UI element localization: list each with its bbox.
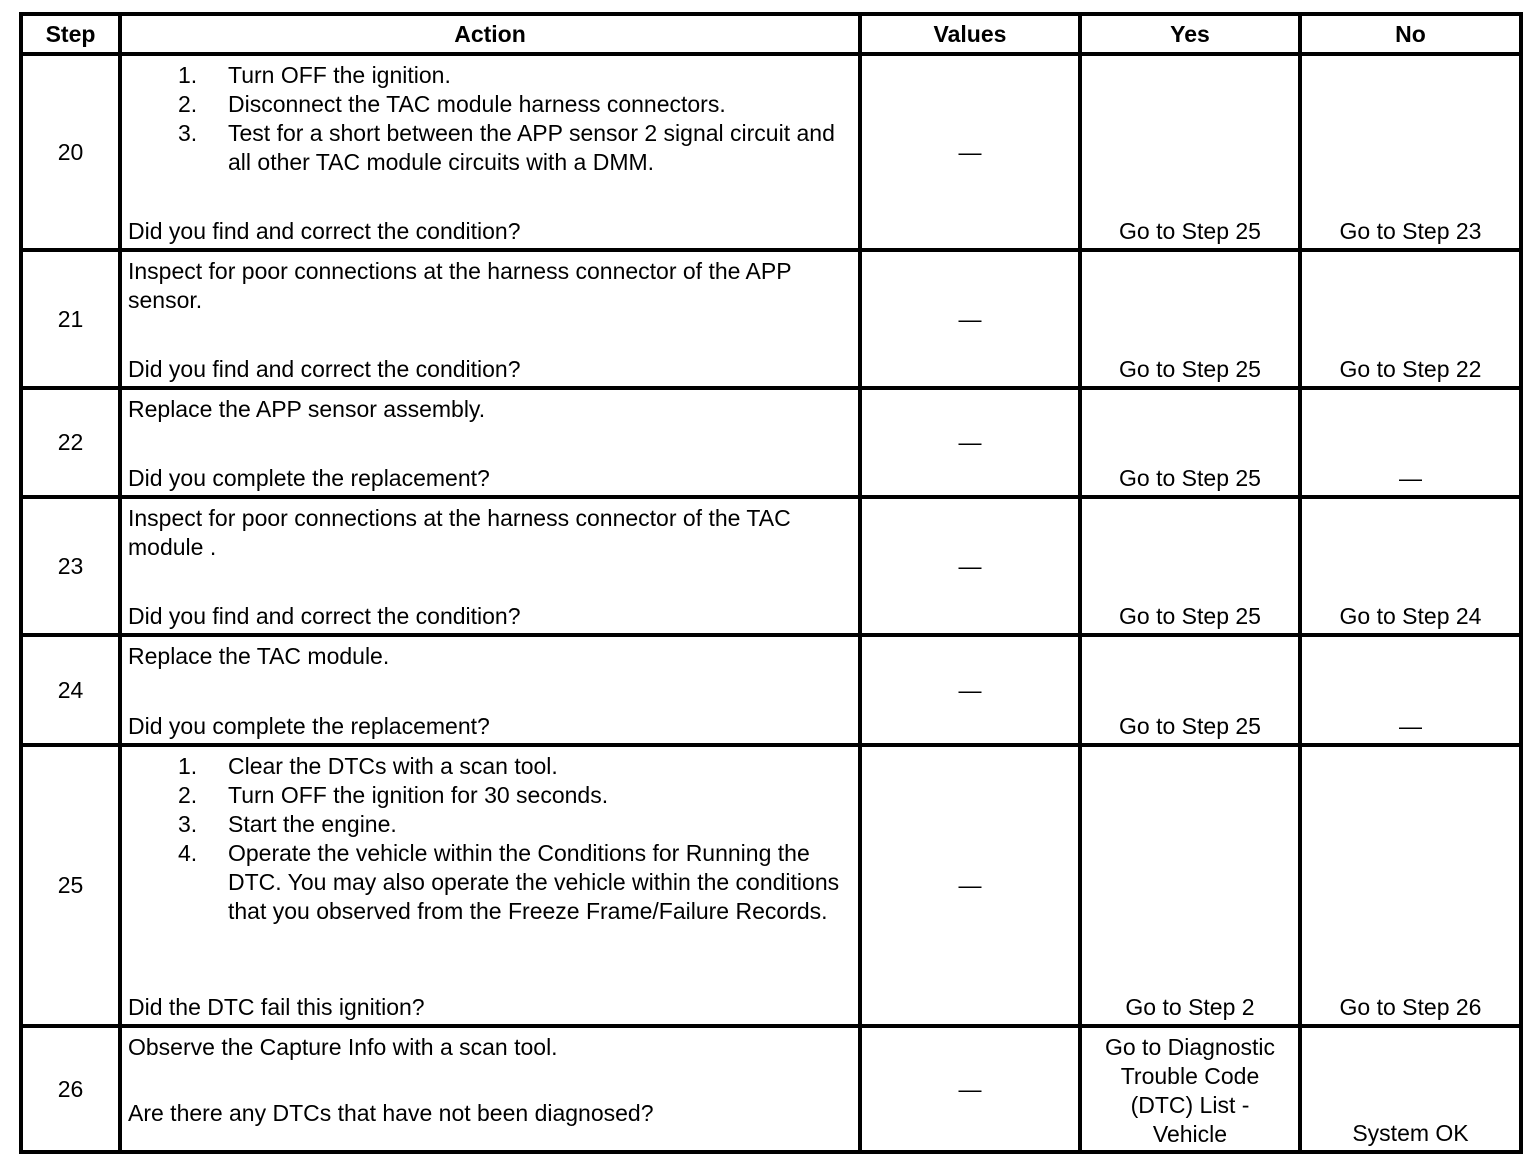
header-step: Step xyxy=(21,14,120,54)
yes-result: Go to Step 25 xyxy=(1119,356,1261,382)
values-cell: — xyxy=(860,54,1080,250)
action-instruction: Inspect for poor connections at the harness connector of the TAC module . xyxy=(128,505,791,560)
no-cell xyxy=(1300,745,1521,1026)
list-item-text: Turn OFF the ignition for 30 seconds. xyxy=(228,782,609,808)
list-item-text: Test for a short between the APP sensor 2 signal circuit and all other TAC module circuits with a DMM. xyxy=(228,120,835,175)
step-number: 25 xyxy=(21,745,120,1026)
list-item-text: Start the engine. xyxy=(228,811,397,837)
list-item xyxy=(122,90,858,119)
table-row xyxy=(21,497,1521,635)
list-item-number: 3. xyxy=(178,811,198,837)
table-row xyxy=(21,388,1521,497)
list-item xyxy=(122,781,858,810)
yes-result: Go to Step 25 xyxy=(1119,603,1261,629)
list-item-number: 1. xyxy=(178,62,198,88)
action-instruction: Inspect for poor connections at the harness connector of the APP sensor. xyxy=(128,258,792,313)
no-cell xyxy=(1300,1026,1521,1152)
step-number: 23 xyxy=(21,497,120,635)
yes-cell xyxy=(1080,745,1300,1026)
table-row xyxy=(21,1026,1521,1152)
no-result: — xyxy=(1399,465,1422,491)
table-row xyxy=(21,745,1521,1026)
list-item-number: 2. xyxy=(178,782,198,808)
no-result: System OK xyxy=(1352,1120,1469,1146)
no-cell xyxy=(1300,250,1521,388)
table-row xyxy=(21,54,1521,250)
action-question: Did the DTC fail this ignition? xyxy=(128,994,425,1020)
yes-result: Go to Diagnostic Trouble Code (DTC) List - Vehicle xyxy=(1104,1034,1276,1147)
no-result: — xyxy=(1399,713,1422,739)
list-item-text: Turn OFF the ignition. xyxy=(228,62,451,88)
action-instruction: Replace the TAC module. xyxy=(128,643,390,669)
no-cell xyxy=(1300,635,1521,745)
yes-result: Go to Step 25 xyxy=(1119,218,1261,244)
action-question: Did you find and correct the condition? xyxy=(128,356,521,382)
step-number: 20 xyxy=(21,54,120,250)
list-item xyxy=(122,839,858,926)
action-cell xyxy=(120,54,860,250)
yes-cell xyxy=(1080,497,1300,635)
yes-cell xyxy=(1080,1026,1300,1152)
action-cell xyxy=(120,745,860,1026)
yes-result: Go to Step 2 xyxy=(1125,994,1255,1020)
no-cell xyxy=(1300,54,1521,250)
procedure-list xyxy=(122,61,858,177)
action-instruction: Observe the Capture Info with a scan tool. xyxy=(128,1034,558,1060)
action-question: Are there any DTCs that have not been diagnosed? xyxy=(128,1100,654,1126)
step-number: 22 xyxy=(21,388,120,497)
action-cell xyxy=(120,497,860,635)
header-action: Action xyxy=(120,14,860,54)
yes-cell xyxy=(1080,250,1300,388)
action-cell xyxy=(120,388,860,497)
values-cell: — xyxy=(860,497,1080,635)
action-question: Did you complete the replacement? xyxy=(128,713,490,739)
list-item xyxy=(122,810,858,839)
values-cell: — xyxy=(860,1026,1080,1152)
list-item xyxy=(122,752,858,781)
procedure-list xyxy=(122,752,858,926)
action-cell xyxy=(120,250,860,388)
no-cell xyxy=(1300,497,1521,635)
no-result: Go to Step 22 xyxy=(1339,356,1482,382)
no-result: Go to Step 26 xyxy=(1339,994,1482,1020)
yes-cell xyxy=(1080,635,1300,745)
values-cell: — xyxy=(860,250,1080,388)
list-item-text: Clear the DTCs with a scan tool. xyxy=(228,753,558,779)
no-result: Go to Step 23 xyxy=(1339,218,1482,244)
list-item-number: 4. xyxy=(178,840,198,866)
list-item-number: 2. xyxy=(178,91,198,117)
action-question: Did you find and correct the condition? xyxy=(128,218,521,244)
values-cell: — xyxy=(860,388,1080,497)
diagnostic-table xyxy=(19,12,1523,1154)
header-values: Values xyxy=(860,14,1080,54)
step-number: 26 xyxy=(21,1026,120,1152)
list-item-text: Disconnect the TAC module harness connectors. xyxy=(228,91,726,117)
yes-result: Go to Step 25 xyxy=(1119,713,1261,739)
table-row xyxy=(21,250,1521,388)
table-row xyxy=(21,635,1521,745)
list-item-text: Operate the vehicle within the Conditions for Running the DTC. You may also operate the vehicle within the conditions that you observed from the Freeze Frame/Failure Records. xyxy=(228,840,840,924)
header-row xyxy=(21,14,1521,54)
no-cell xyxy=(1300,388,1521,497)
action-question: Did you find and correct the condition? xyxy=(128,603,521,629)
list-item-number: 3. xyxy=(178,120,198,146)
no-result: Go to Step 24 xyxy=(1339,603,1482,629)
yes-cell xyxy=(1080,54,1300,250)
yes-result: Go to Step 25 xyxy=(1119,465,1261,491)
action-instruction: Replace the APP sensor assembly. xyxy=(128,396,486,422)
values-cell: — xyxy=(860,745,1080,1026)
list-item xyxy=(122,61,858,90)
header-no: No xyxy=(1300,14,1521,54)
action-cell xyxy=(120,1026,860,1152)
action-cell xyxy=(120,635,860,745)
step-number: 24 xyxy=(21,635,120,745)
step-number: 21 xyxy=(21,250,120,388)
values-cell: — xyxy=(860,635,1080,745)
list-item-number: 1. xyxy=(178,753,198,779)
header-yes: Yes xyxy=(1080,14,1300,54)
yes-cell xyxy=(1080,388,1300,497)
list-item xyxy=(122,119,858,177)
action-question: Did you complete the replacement? xyxy=(128,465,490,491)
